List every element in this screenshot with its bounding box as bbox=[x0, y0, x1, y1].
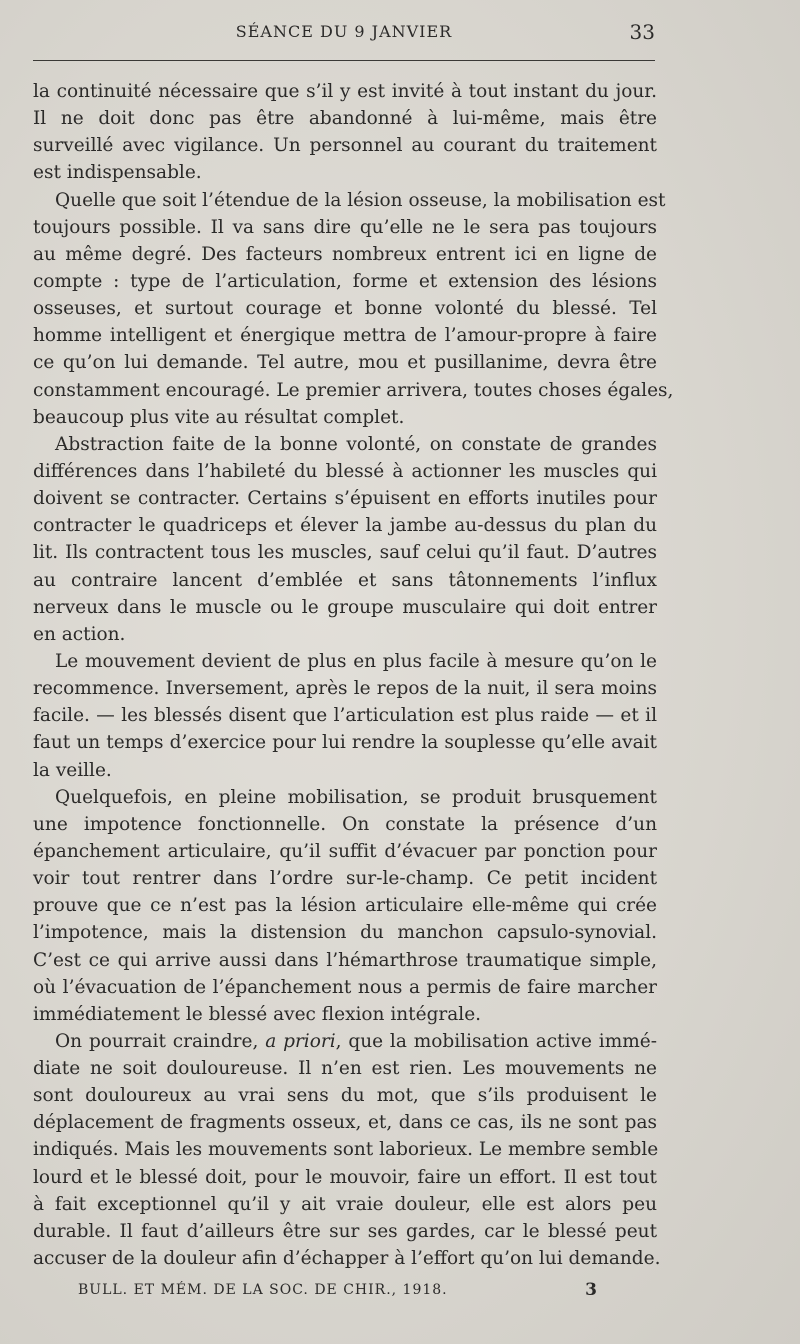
text-line: nerveux dans le muscle ou le groupe musculaire qui doit entrer bbox=[33, 596, 657, 618]
text-line: Le mouvement devient de plus en plus facile à mesure qu’on le bbox=[55, 650, 657, 672]
text-line: Abstraction faite de la bonne volonté, on constate de grandes bbox=[55, 433, 657, 455]
text-line: durable. Il faut d’ailleurs être sur ses gardes, car le blessé peut bbox=[33, 1220, 657, 1242]
running-title: SÉANCE DU 9 JANVIER bbox=[235, 22, 453, 41]
text-line: faut un temps d’exercice pour lui rendre la souplesse qu’elle avait bbox=[33, 732, 657, 754]
paragraph-4 bbox=[33, 648, 657, 784]
text-line bbox=[33, 1028, 657, 1055]
text-line: beaucoup plus vite au résultat complet. bbox=[33, 406, 405, 428]
text-line: épanchement articulaire, qu’il suffit d’évacuer par ponction pour bbox=[33, 840, 657, 862]
paragraph-1 bbox=[33, 78, 657, 187]
text-line: déplacement de fragments osseux, et, dans ce cas, ils ne sont pas bbox=[33, 1112, 657, 1134]
text-line: immédiatement le blessé avec flexion intégrale. bbox=[33, 1003, 482, 1025]
running-header bbox=[33, 20, 655, 46]
text-segment: , que la mobilisation active immé- bbox=[335, 1030, 657, 1052]
text-line: diate ne soit douloureuse. Il n’en est rien. Les mouvements ne bbox=[33, 1058, 657, 1080]
text-segment: On pourrait craindre, bbox=[55, 1030, 266, 1052]
paragraph-5 bbox=[33, 784, 657, 1028]
text-line: homme intelligent et énergique mettra de l’amour-propre à faire bbox=[33, 325, 657, 347]
text-line: lit. Ils contractent tous les muscles, sauf celui qu’il faut. D’autres bbox=[33, 542, 657, 564]
text-line: facile. — les blessés disent que l’articulation est plus raide — et il bbox=[33, 705, 657, 727]
text-line: Quelquefois, en pleine mobilisation, se produit brusquement bbox=[55, 786, 657, 808]
text-line: la continuité nécessaire que s’il y est invité à tout instant du jour. bbox=[33, 81, 657, 102]
text-line: où l’évacuation de l’épanchement nous a permis de faire marcher bbox=[33, 976, 657, 998]
text-line: une impotence fonctionnelle. On constate la présence d’un bbox=[33, 813, 657, 835]
text-line: voir tout rentrer dans l’ordre sur-le-champ. Ce petit incident bbox=[33, 868, 657, 890]
text-line: au même degré. Des facteurs nombreux entrent ici en ligne de bbox=[33, 243, 657, 265]
text-line: surveillé avec vigilance. Un personnel au courant du traitement bbox=[33, 135, 657, 157]
text-line: accuser de la douleur afin d’échapper à l’effort qu’on lui demande. bbox=[33, 1248, 661, 1270]
text-line: constamment encouragé. Le premier arrivera, toutes choses égales, bbox=[33, 379, 674, 401]
paragraph-6 bbox=[33, 1028, 661, 1272]
signature-mark: 3 bbox=[585, 1280, 598, 1300]
text-line: en action. bbox=[33, 623, 126, 645]
text-line: osseuses, et surtout courage et bonne volonté du blessé. Tel bbox=[33, 298, 657, 320]
header-rule bbox=[33, 60, 655, 61]
text-line: compte : type de l’articulation, forme et extension des lésions bbox=[33, 270, 657, 292]
text-line: la veille. bbox=[33, 759, 112, 781]
text-line: indiqués. Mais les mouvements sont laborieux. Le membre semble bbox=[33, 1139, 659, 1161]
text-line: prouve que ce n’est pas la lésion articulaire elle-même qui crée bbox=[33, 895, 657, 917]
journal-citation: BULL. ET MÉM. DE LA SOC. DE CHIR., 1918. bbox=[78, 1282, 448, 1298]
text-line: Il ne doit donc pas être abandonné à lui-même, mais être bbox=[33, 108, 657, 130]
page-footer bbox=[78, 1280, 598, 1304]
paragraph-3 bbox=[33, 431, 657, 648]
text-line: contracter le quadriceps et élever la jambe au-dessus du plan du bbox=[33, 515, 657, 537]
text-line: ce qu’on lui demande. Tel autre, mou et pusillanime, devra être bbox=[33, 352, 657, 374]
text-line: est indispensable. bbox=[33, 162, 202, 184]
text-line: recommence. Inversement, après le repos de la nuit, il sera moins bbox=[33, 678, 657, 700]
text-line: lourd et le blessé doit, pour le mouvoir, faire un effort. Il est tout bbox=[33, 1166, 657, 1188]
paragraph-2 bbox=[33, 187, 674, 431]
text-line: au contraire lancent d’emblée et sans tâtonnements l’influx bbox=[33, 569, 657, 591]
text-line: toujours possible. Il va sans dire qu’elle ne le sera pas toujours bbox=[33, 216, 657, 238]
body-text bbox=[33, 78, 674, 1272]
text-line: à fait exceptionnel qu’il y ait vraie douleur, elle est alors peu bbox=[33, 1193, 657, 1215]
text-line: C’est ce qui arrive aussi dans l’hémarthrose traumatique simple, bbox=[33, 949, 657, 971]
italic-phrase: a priori bbox=[265, 1030, 336, 1052]
text-line: sont douloureux au vrai sens du mot, que s’ils produisent le bbox=[33, 1085, 657, 1107]
page-number: 33 bbox=[629, 20, 655, 44]
text-line: Quelle que soit l’étendue de la lésion osseuse, la mobilisation est bbox=[55, 189, 666, 211]
text-line: différences dans l’habileté du blessé à actionner les muscles qui bbox=[33, 460, 657, 482]
text-line: l’impotence, mais la distension du manchon capsulo-synovial. bbox=[33, 922, 657, 944]
text-line: doivent se contracter. Certains s’épuisent en efforts inutiles pour bbox=[33, 488, 657, 510]
